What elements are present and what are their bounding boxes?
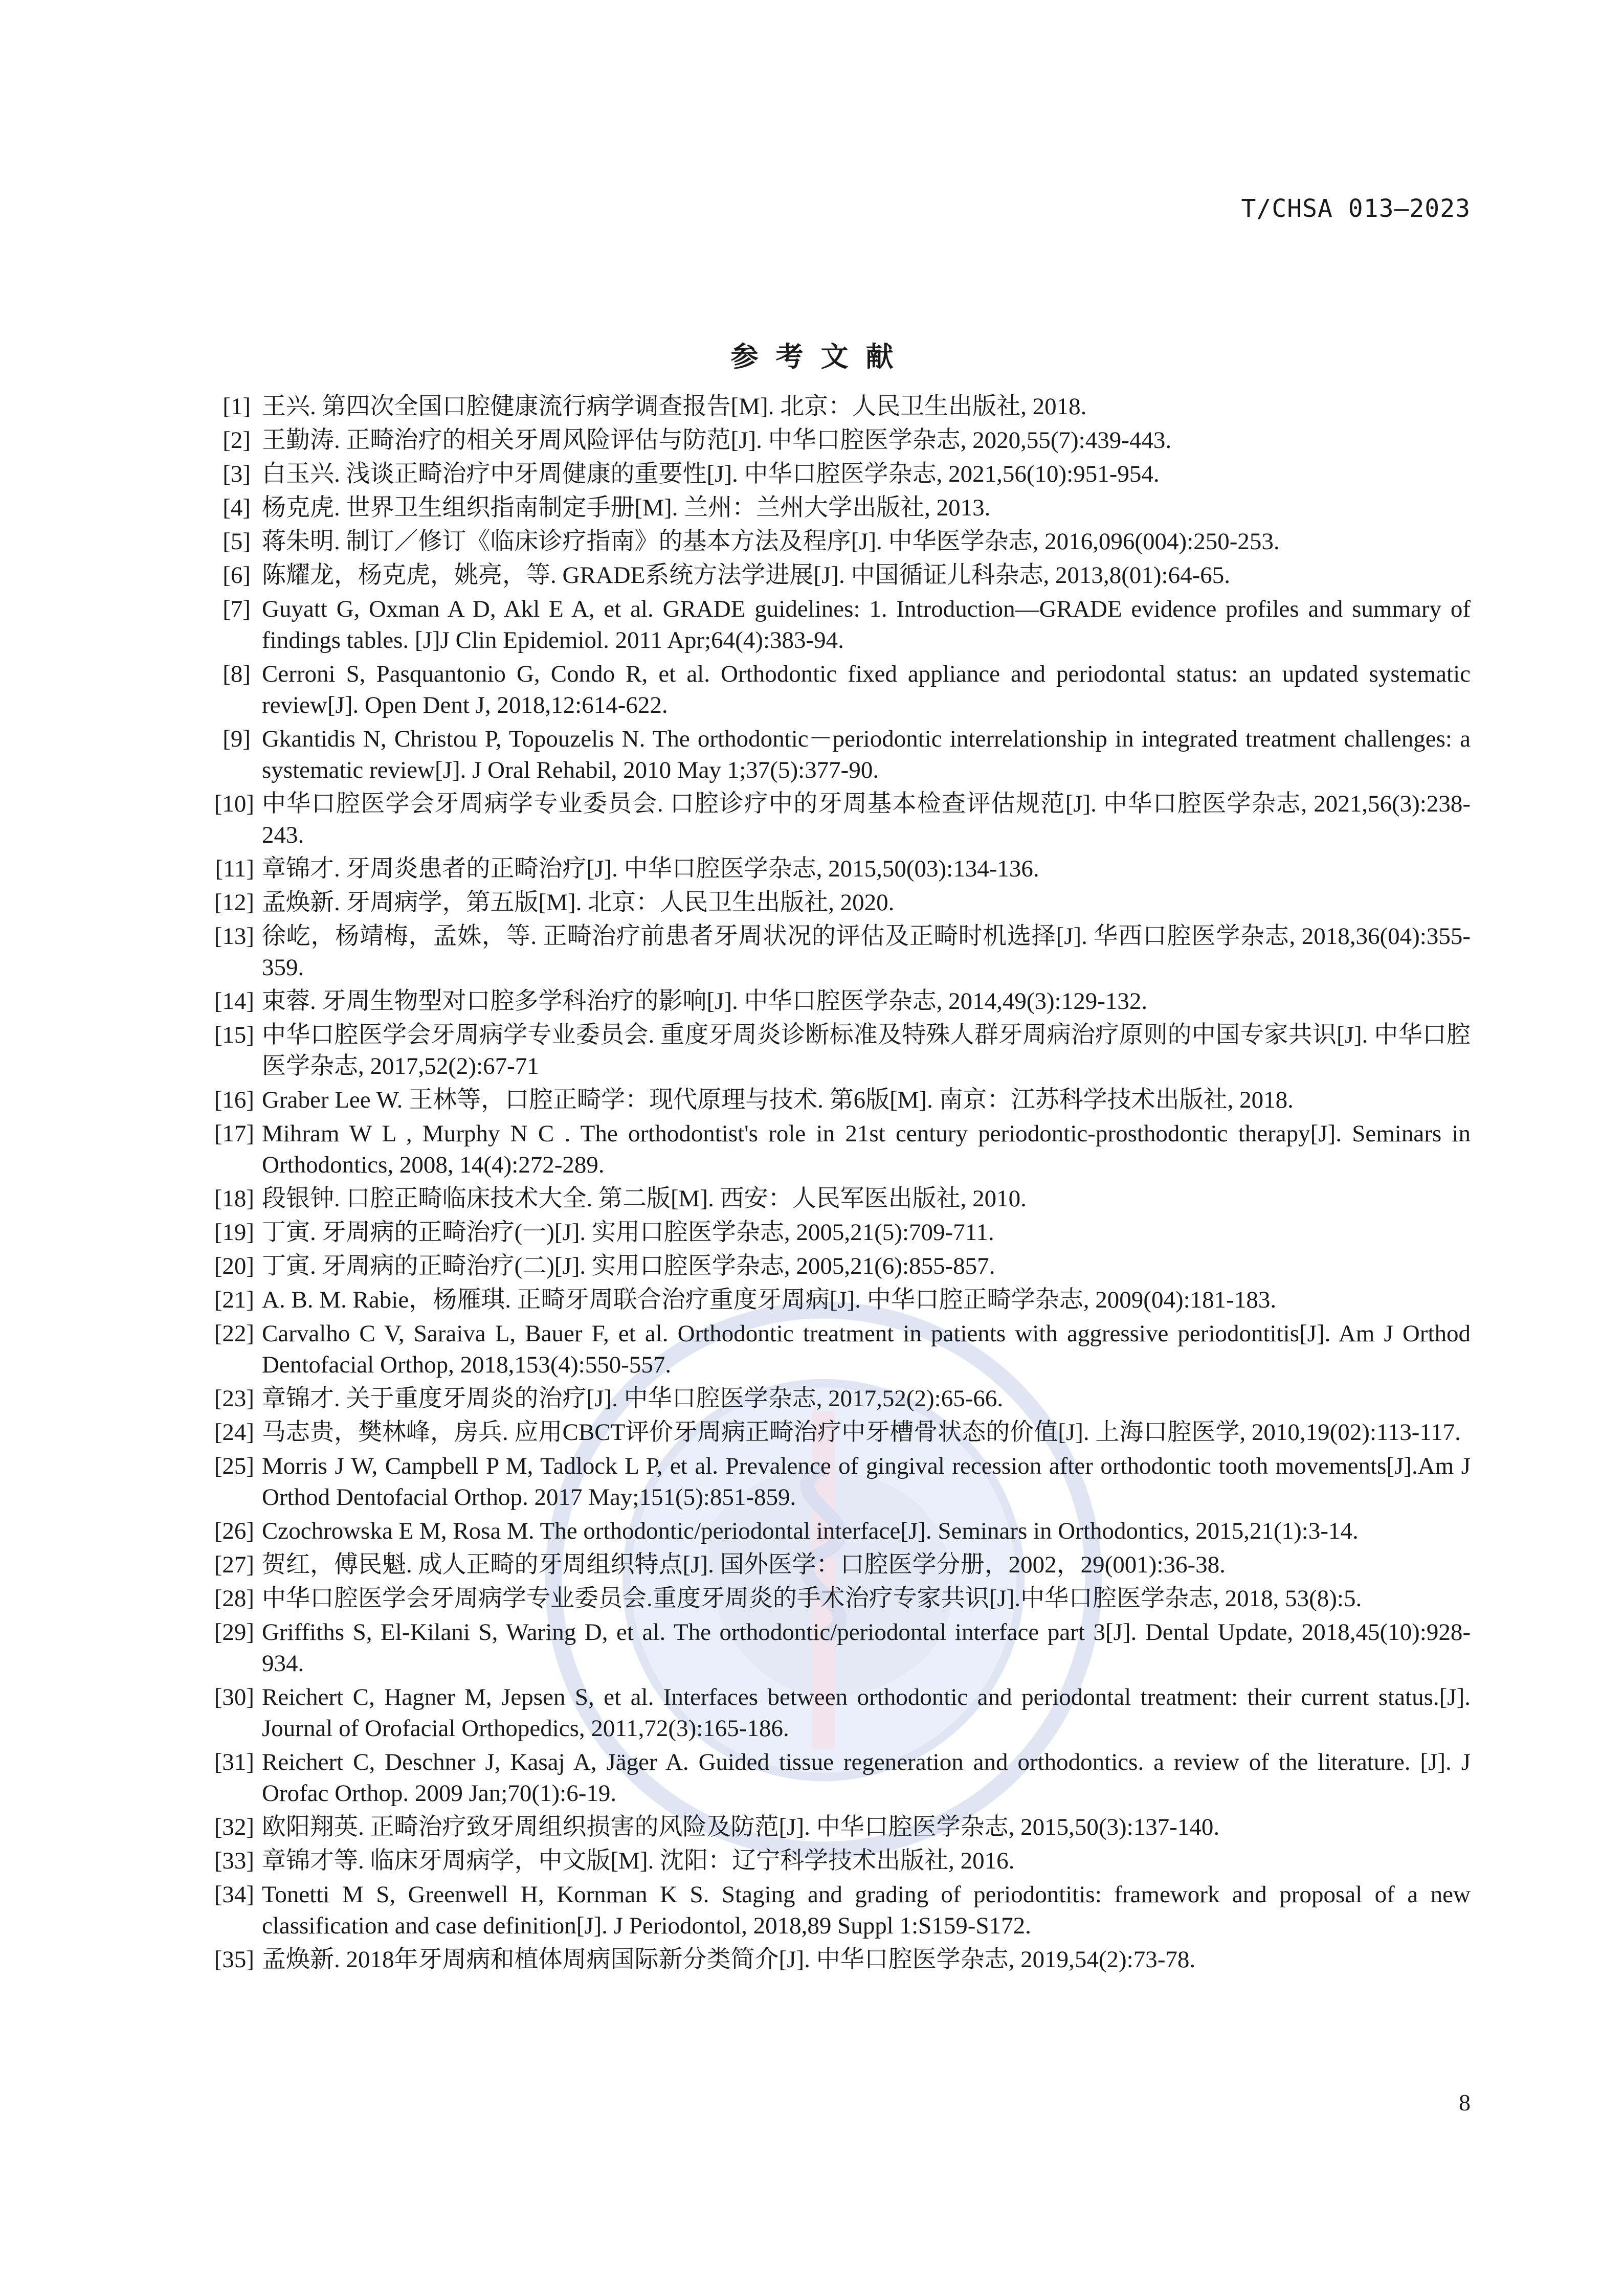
reference-number: [17] <box>214 1120 254 1147</box>
reference-number: [30] <box>214 1684 254 1710</box>
reference-item <box>197 921 1471 983</box>
reference-number: [6] <box>223 562 251 589</box>
reference-item <box>197 789 1471 851</box>
reference-item <box>197 391 1471 422</box>
reference-text: 中华口腔医学会牙周病学专业委员会. 重度牙周炎诊断标准及特殊人群牙周病治疗原则的中国专家共识[J]. 中华口腔医学杂志, 2017,52(2):67-71 <box>262 1022 1471 1079</box>
reference-text: 丁寅. 牙周病的正畸治疗(二)[J]. 实用口腔医学杂志, 2005,21(6):855-857. <box>262 1253 995 1279</box>
reference-text: 贺红，傅民魁. 成人正畸的牙周组织特点[J]. 国外医学：口腔医学分册，2002，29(001):36-38. <box>262 1551 1226 1578</box>
reference-number: [27] <box>214 1551 254 1578</box>
page-number: 8 <box>1459 2089 1471 2115</box>
reference-item <box>197 1812 1471 1843</box>
reference-number: [25] <box>214 1453 254 1479</box>
reference-number: [32] <box>214 1814 254 1840</box>
reference-number: [11] <box>215 856 254 882</box>
reference-number: [21] <box>214 1287 254 1313</box>
reference-item <box>197 1383 1471 1414</box>
reference-item <box>197 887 1471 918</box>
reference-item <box>197 1845 1471 1877</box>
reference-number: [9] <box>223 726 251 752</box>
reference-number: [10] <box>214 791 254 817</box>
reference-text: Gkantidis N, Christou P, Topouzelis N. The orthodontic－periodontic interrelationship in integrated treatment challenges: a systematic review[J]. J Oral Rehabil, 2010 May 1;37(5):377-90. <box>262 726 1471 783</box>
reference-item <box>197 492 1471 524</box>
reference-text: Morris J W, Campbell P M, Tadlock L P, et al. Prevalence of gingival recession after orthodontic tooth movements[J].Am J Orthod Dentofacial Orthop. 2017 May;151(5):851-859. <box>262 1453 1471 1511</box>
reference-text: 章锦才. 牙周炎患者的正畸治疗[J]. 中华口腔医学杂志, 2015,50(03):134-136. <box>262 856 1039 882</box>
reference-item <box>197 659 1471 721</box>
reference-number: [7] <box>223 596 251 622</box>
reference-item <box>197 1118 1471 1181</box>
reference-text: 孟焕新. 牙周病学，第五版[M]. 北京：人民卫生出版社, 2020. <box>262 889 895 916</box>
reference-item <box>197 1217 1471 1248</box>
reference-item <box>197 1879 1471 1942</box>
reference-number: [33] <box>214 1848 254 1874</box>
reference-text: 马志贵，樊林峰，房兵. 应用CBCT评价牙周病正畸治疗中牙槽骨状态的价值[J]. 上海口腔医学, 2010,19(02):113-117. <box>262 1419 1461 1446</box>
reference-text: 王勤涛. 正畸治疗的相关牙周风险评估与防范[J]. 中华口腔医学杂志, 2020,55(7):439-443. <box>262 427 1172 454</box>
reference-text: 章锦才. 关于重度牙周炎的治疗[J]. 中华口腔医学杂志, 2017,52(2):65-66. <box>262 1385 1004 1412</box>
reference-item <box>197 1318 1471 1381</box>
reference-item <box>197 1417 1471 1448</box>
reference-item <box>197 1251 1471 1282</box>
reference-text: Guyatt G, Oxman A D, Akl E A, et al. GRADE guidelines: 1. Introduction—GRADE evidence profiles and summary of findings tables. [J]J Clin Epidemiol. 2011 Apr;64(4):383-94. <box>262 596 1471 654</box>
reference-item <box>197 425 1471 456</box>
reference-number: [29] <box>214 1619 254 1646</box>
reference-text: 束蓉. 牙周生物型对口腔多学科治疗的影响[J]. 中华口腔医学杂志, 2014,49(3):129-132. <box>262 988 1148 1015</box>
reference-number: [13] <box>214 923 254 950</box>
reference-item <box>197 1549 1471 1581</box>
reference-item <box>197 1516 1471 1547</box>
reference-number: [4] <box>223 494 251 521</box>
reference-item <box>197 560 1471 591</box>
reference-number: [5] <box>223 528 251 555</box>
reference-text: 孟焕新. 2018年牙周病和植体周病国际新分类简介[J]. 中华口腔医学杂志, 2019,54(2):73-78. <box>262 1946 1196 1973</box>
reference-number: [3] <box>223 461 251 487</box>
reference-item <box>197 1285 1471 1316</box>
reference-text: Czochrowska E M, Rosa M. The orthodontic/periodontal interface[J]. Seminars in Orthodontics, 2015,21(1):3-14. <box>262 1518 1359 1544</box>
reference-number: [12] <box>214 889 254 916</box>
reference-item <box>197 1747 1471 1809</box>
reference-number: [26] <box>214 1518 254 1544</box>
reference-text: Carvalho C V, Saraiva L, Bauer F, et al. Orthodontic treatment in patients with aggressive periodontitis[J]. Am J Orthod Dentofacial Orthop, 2018,153(4):550-557. <box>262 1320 1471 1378</box>
reference-text: 中华口腔医学会牙周病学专业委员会. 口腔诊疗中的牙周基本检查评估规范[J]. 中华口腔医学杂志, 2021,56(3):238-243. <box>262 791 1471 848</box>
reference-text: Reichert C, Deschner J, Kasaj A, Jäger A. Guided tissue regeneration and orthodontics. a review of the literature. [J]. J Orofac Orthop. 2009 Jan;70(1):6-19. <box>262 1749 1471 1807</box>
reference-text: 蒋朱明. 制订／修订《临床诊疗指南》的基本方法及程序[J]. 中华医学杂志, 2016,096(004):250-253. <box>262 528 1280 555</box>
standard-code: T/CHSA 013—2023 <box>1241 194 1471 223</box>
reference-item <box>197 1944 1471 1975</box>
reference-number: [22] <box>214 1320 254 1347</box>
reference-item <box>197 1451 1471 1513</box>
reference-text: 段银钟. 口腔正畸临床技术大全. 第二版[M]. 西安：人民军医出版社, 2010. <box>262 1185 1027 1212</box>
reference-number: [2] <box>223 427 251 454</box>
reference-item <box>197 594 1471 656</box>
reference-item <box>197 1617 1471 1679</box>
reference-number: [16] <box>214 1087 254 1113</box>
reference-text: 中华口腔医学会牙周病学专业委员会.重度牙周炎的手术治疗专家共识[J].中华口腔医学杂志, 2018, 53(8):5. <box>262 1585 1362 1612</box>
reference-text: 杨克虎. 世界卫生组织指南制定手册[M]. 兰州：兰州大学出版社, 2013. <box>262 494 991 521</box>
reference-text: 王兴. 第四次全国口腔健康流行病学调查报告[M]. 北京：人民卫生出版社, 2018. <box>262 393 1087 420</box>
reference-text: A. B. M. Rabie，杨雁琪. 正畸牙周联合治疗重度牙周病[J]. 中华口腔正畸学杂志, 2009(04):181-183. <box>262 1287 1277 1313</box>
reference-number: [1] <box>223 393 251 420</box>
reference-text: 白玉兴. 浅谈正畸治疗中牙周健康的重要性[J]. 中华口腔医学杂志, 2021,56(10):951-954. <box>262 461 1160 487</box>
reference-number: [34] <box>214 1881 254 1908</box>
reference-item <box>197 1682 1471 1744</box>
reference-text: 丁寅. 牙周病的正畸治疗(一)[J]. 实用口腔医学杂志, 2005,21(5):709-711. <box>262 1219 994 1246</box>
reference-item <box>197 1583 1471 1614</box>
reference-text: Griffiths S, El-Kilani S, Waring D, et al. The orthodontic/periodontal interface part 3[J]. Dental Update, 2018,45(10):928-934. <box>262 1619 1471 1677</box>
reference-item <box>197 1020 1471 1082</box>
reference-number: [31] <box>214 1749 254 1775</box>
reference-item <box>197 1085 1471 1116</box>
reference-text: 欧阳翔英. 正畸治疗致牙周组织损害的风险及防范[J]. 中华口腔医学杂志, 2015,50(3):137-140. <box>262 1814 1220 1840</box>
reference-number: [23] <box>214 1385 254 1412</box>
reference-item <box>197 459 1471 490</box>
reference-text: Reichert C, Hagner M, Jepsen S, et al. Interfaces between orthodontic and periodontal treatment: their current status.[J]. Journal of Orofacial Orthopedics, 2011,72(3):165-186. <box>262 1684 1471 1742</box>
reference-text: 陈耀龙，杨克虎，姚亮，等. GRADE系统方法学进展[J]. 中国循证儿科杂志, 2013,8(01):64-65. <box>262 562 1230 589</box>
reference-number: [24] <box>214 1419 254 1446</box>
reference-text: 徐屹，杨靖梅，孟姝，等. 正畸治疗前患者牙周状况的评估及正畸时机选择[J]. 华西口腔医学杂志, 2018,36(04):355-359. <box>262 923 1471 981</box>
reference-number: [8] <box>223 661 251 687</box>
reference-text: Tonetti M S, Greenwell H, Kornman K S. Staging and grading of periodontitis: framework and proposal of a new classification and case definition[J]. J Periodontol, 2018,89 Suppl 1:S159-S172. <box>262 1881 1471 1939</box>
reference-list <box>197 391 1471 1978</box>
reference-text: Cerroni S, Pasquantonio G, Condo R, et al. Orthodontic fixed appliance and periodontal status: an updated systematic review[J]. Open Dent J, 2018,12:614-622. <box>262 661 1471 718</box>
reference-number: [14] <box>214 988 254 1015</box>
reference-number: [19] <box>214 1219 254 1246</box>
reference-number: [20] <box>214 1253 254 1279</box>
reference-number: [28] <box>214 1585 254 1612</box>
section-title: 参考文献 <box>730 341 911 373</box>
reference-item <box>197 853 1471 885</box>
reference-item <box>197 526 1471 557</box>
reference-item <box>197 724 1471 786</box>
reference-text: Mihram W L , Murphy N C . The orthodontist's role in 21st century periodontic-prosthodontic therapy[J]. Seminars in Orthodontics, 2008, 14(4):272-289. <box>262 1120 1471 1178</box>
reference-text: Graber Lee W. 王林等，口腔正畸学：现代原理与技术. 第6版[M]. 南京：江苏科学技术出版社, 2018. <box>262 1087 1294 1113</box>
reference-item <box>197 1183 1471 1214</box>
reference-number: [35] <box>214 1946 254 1973</box>
reference-text: 章锦才等. 临床牙周病学，中文版[M]. 沈阳：辽宁科学技术出版社, 2016. <box>262 1848 1015 1874</box>
reference-number: [15] <box>214 1022 254 1048</box>
reference-number: [18] <box>214 1185 254 1212</box>
reference-item <box>197 986 1471 1017</box>
